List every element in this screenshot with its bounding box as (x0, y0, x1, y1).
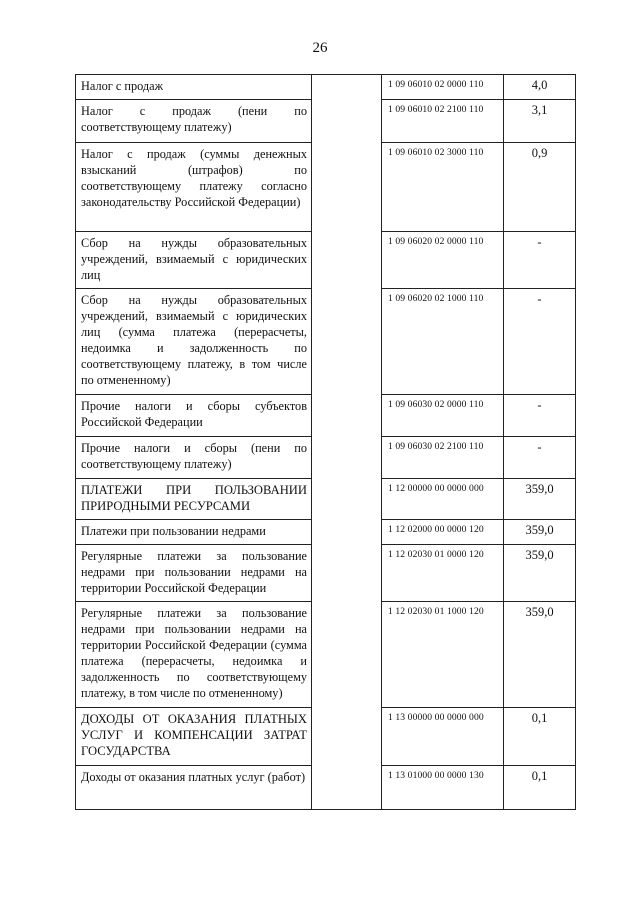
table-row (76, 520, 576, 545)
row-value: 0,1 (504, 708, 576, 766)
row-value: 4,0 (504, 75, 576, 100)
row-code: 1 12 02000 00 0000 120 (382, 520, 504, 545)
revenue-table (75, 74, 576, 810)
blank-cell (312, 75, 382, 100)
table-row (76, 766, 576, 810)
row-name: Налог с продаж (76, 75, 312, 100)
row-name: Прочие налоги и сборы (пени по соответствующему платежу) (76, 437, 312, 479)
blank-cell (312, 708, 382, 766)
blank-cell (312, 479, 382, 520)
table-row (76, 602, 576, 708)
table-row (76, 75, 576, 100)
blank-cell (312, 437, 382, 479)
row-code: 1 09 06030 02 0000 110 (382, 395, 504, 437)
table-row (76, 708, 576, 766)
blank-cell (312, 289, 382, 395)
table-row (76, 479, 576, 520)
row-name: Платежи при пользовании недрами (76, 520, 312, 545)
row-code: 1 09 06020 02 0000 110 (382, 232, 504, 289)
row-code: 1 09 06030 02 2100 110 (382, 437, 504, 479)
row-value: 0,1 (504, 766, 576, 810)
row-name: Прочие налоги и сборы субъектов Российской Федерации (76, 395, 312, 437)
row-value: 359,0 (504, 602, 576, 708)
row-value: - (504, 232, 576, 289)
row-name: Регулярные платежи за пользование недрами при пользовании недрами на территории Российской Федерации (сумма платежа (перерасчеты, недоимка и задолженность по соответствующему платежу, в том числе по отмененному) (76, 602, 312, 708)
row-code: 1 09 06010 02 3000 110 (382, 143, 504, 232)
blank-cell (312, 545, 382, 602)
table-row (76, 395, 576, 437)
row-name: Сбор на нужды образовательных учреждений, взимаемый с юридических лиц (сумма платежа (перерасчеты, недоимка и задолженность по соответствующему платежу, в том числе по отмененному) (76, 289, 312, 395)
blank-cell (312, 766, 382, 810)
row-value: 3,1 (504, 100, 576, 143)
row-name: Регулярные платежи за пользование недрами при пользовании недрами на территории Российской Федерации (76, 545, 312, 602)
table-row (76, 100, 576, 143)
row-code: 1 12 02030 01 1000 120 (382, 602, 504, 708)
row-value: - (504, 437, 576, 479)
row-code: 1 09 06020 02 1000 110 (382, 289, 504, 395)
row-code: 1 09 06010 02 0000 110 (382, 75, 504, 100)
table-row (76, 545, 576, 602)
row-code: 1 12 02030 01 0000 120 (382, 545, 504, 602)
row-value: - (504, 289, 576, 395)
table-row (76, 232, 576, 289)
row-name: ПЛАТЕЖИ ПРИ ПОЛЬЗОВАНИИ ПРИРОДНЫМИ РЕСУРСАМИ (76, 479, 312, 520)
row-name: Доходы от оказания платных услуг (работ) (76, 766, 312, 810)
row-code: 1 09 06010 02 2100 110 (382, 100, 504, 143)
row-value: 359,0 (504, 520, 576, 545)
row-code: 1 13 00000 00 0000 000 (382, 708, 504, 766)
row-value: 359,0 (504, 479, 576, 520)
row-code: 1 13 01000 00 0000 130 (382, 766, 504, 810)
row-value: 359,0 (504, 545, 576, 602)
page-number: 26 (312, 40, 328, 56)
blank-cell (312, 395, 382, 437)
table-row (76, 143, 576, 232)
row-name: ДОХОДЫ ОТ ОКАЗАНИЯ ПЛАТНЫХ УСЛУГ И КОМПЕНСАЦИИ ЗАТРАТ ГОСУДАРСТВА (76, 708, 312, 766)
table-row (76, 437, 576, 479)
row-code: 1 12 00000 00 0000 000 (382, 479, 504, 520)
row-name: Сбор на нужды образовательных учреждений, взимаемый с юридических лиц (76, 232, 312, 289)
blank-cell (312, 602, 382, 708)
blank-cell (312, 520, 382, 545)
row-name: Налог с продаж (пени по соответствующему платежу) (76, 100, 312, 143)
blank-cell (312, 143, 382, 232)
row-value: - (504, 395, 576, 437)
row-name: Налог с продаж (суммы денежных взысканий (штрафов) по соответствующему платежу согласно законодательству Российской Федерации) (76, 143, 312, 232)
blank-cell (312, 100, 382, 143)
table-row (76, 289, 576, 395)
blank-cell (312, 232, 382, 289)
row-value: 0,9 (504, 143, 576, 232)
